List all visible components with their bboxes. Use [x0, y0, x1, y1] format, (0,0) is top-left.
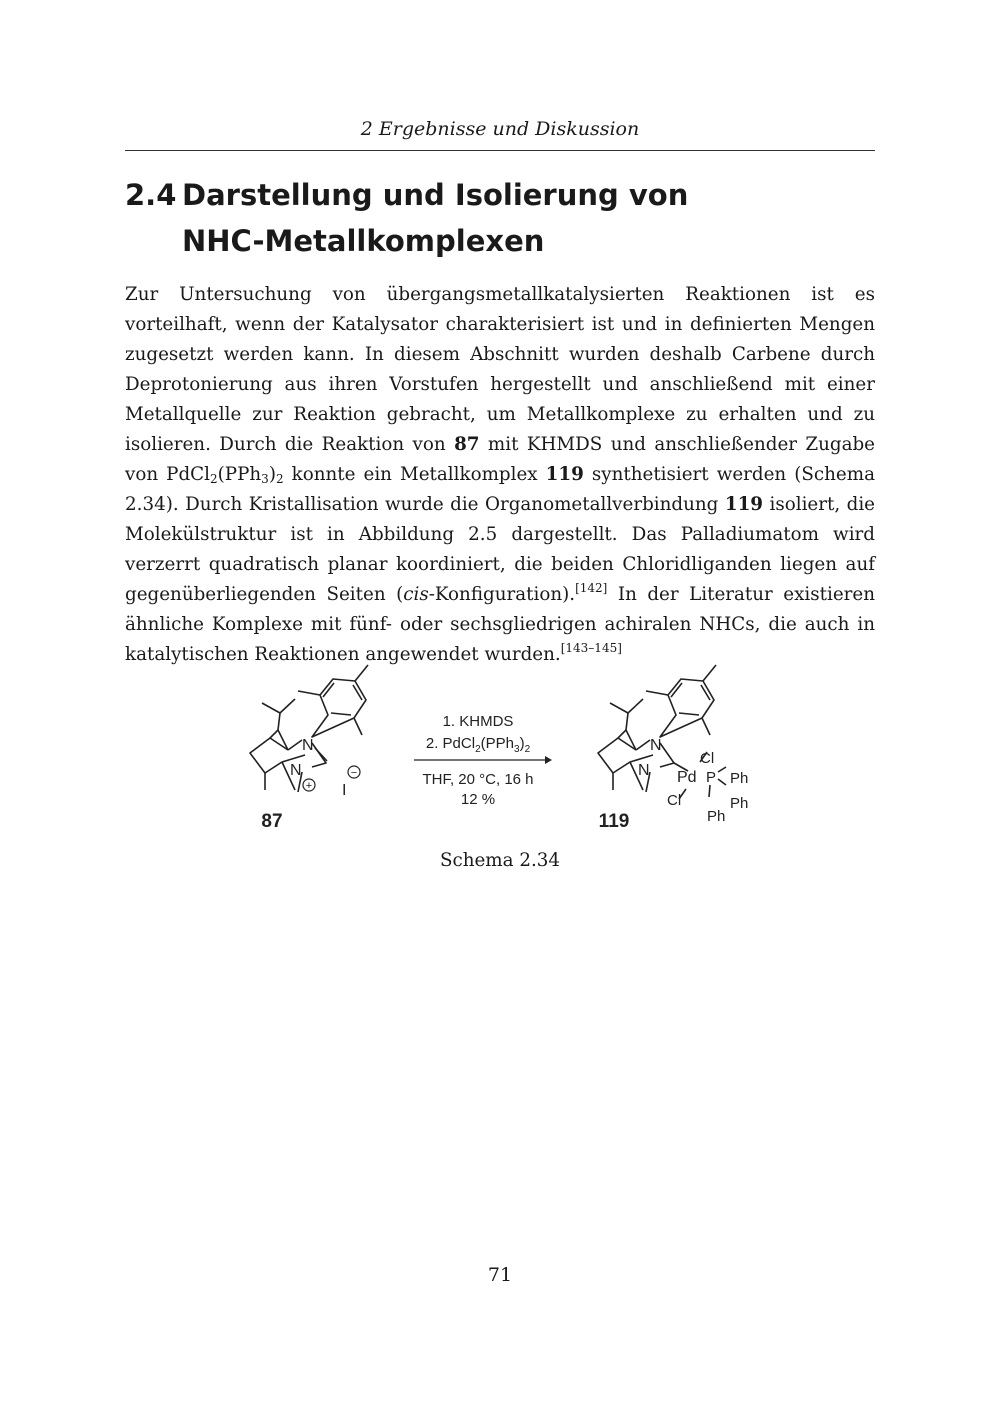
atom-Pd: Pd — [677, 769, 697, 786]
section-title — [125, 172, 875, 264]
italic-term: cis — [403, 584, 429, 605]
compound-ref: 119 — [545, 464, 584, 485]
text-run: In der Literatur existieren ähnliche Komplexe mit fünf- oder sechsgliedrigen achiralen NHCs, die auch in katalytischen Reaktionen angewendet wurden. — [125, 584, 875, 665]
text-run: konnte ein Metallkomplex — [283, 464, 546, 485]
citation: [142] — [575, 581, 608, 595]
reaction-arrow-head — [545, 756, 552, 764]
compound-label-119: 119 — [598, 811, 630, 832]
citation: [143–145] — [560, 641, 622, 655]
reagent-line-1: 1. KHMDS — [442, 713, 514, 730]
atom-Cl-1: Cl — [700, 750, 715, 767]
text-run: isoliert, die Molekülstruktur ist in Abbildung 2.5 dargestellt. Das Palladiumatom wird verzerrt quadratisch planar koordiniert, die beiden Chloridliganden liegen auf gegenüberliegenden Seiten ( — [125, 494, 876, 605]
conditions-line-1: THF, 20 °C, 16 h — [422, 771, 534, 788]
text-run: (PPh — [217, 464, 262, 485]
subscript: 2 — [275, 472, 284, 486]
text-run: ) — [268, 464, 276, 485]
section-number: 2.4 — [125, 178, 177, 212]
atom-N-1: N — [302, 737, 314, 754]
reagent-line-2: 2. $PdCl_2(PPh_3)_2$ — [425, 735, 531, 755]
text-run: Zur Untersuchung von übergangsmetallkatalysierten Reaktionen ist es vorteilhaft, wenn der Katalysator charakterisiert ist und in definierten Mengen zugesetzt werden kann. In diesem Abschnitt wurden deshalb Carbene durch Deprotonierung aus ihren Vorstufen hergestellt und anschließend mit einer Metallquelle zur Reaktion gebracht, um Metallkomplexe zu erhalten und zu isolieren. Durch die Reaktion von — [125, 284, 875, 455]
text-run: mit KHMDS und anschließender Zugabe von PdCl — [125, 434, 876, 485]
atom-N-3: N — [650, 737, 662, 754]
text-run: -Konfiguration). — [428, 584, 576, 605]
reaction-scheme — [240, 655, 780, 845]
atom-Ph-1: Ph — [730, 770, 749, 787]
atom-N-2: N — [290, 762, 302, 779]
text-run: synthetisiert werden (Schema 2.34). Durch Kristallisation wurde die Organometallverbindung — [125, 464, 875, 515]
minus-charge: − — [350, 767, 358, 779]
header-rule — [125, 150, 875, 151]
iodide: I — [342, 782, 347, 799]
section-title-line1 — [125, 172, 875, 218]
body-paragraph — [125, 280, 875, 670]
plus-charge: + — [305, 780, 313, 792]
page-number: 71 — [487, 1264, 513, 1286]
atom-Cl-2: Cl — [667, 792, 682, 809]
atom-Ph-3: Ph — [707, 808, 726, 825]
subscript: 3 — [261, 472, 269, 486]
atom-Ph-2: Ph — [730, 795, 749, 812]
compound-label-87: 87 — [261, 811, 283, 832]
section-title-text1: Darstellung und Isolierung von — [182, 178, 689, 212]
subscript: 2 — [210, 472, 218, 486]
conditions-line-2: 12 % — [460, 791, 496, 808]
atom-P: P — [706, 769, 717, 786]
running-head: 2 Ergebnisse und Diskussion — [360, 118, 640, 140]
atom-N-4: N — [638, 762, 650, 779]
scheme-caption: Schema 2.34 — [439, 850, 561, 871]
compound-ref: 87 — [454, 434, 480, 455]
section-title-line2: NHC-Metallkomplexen — [182, 224, 545, 258]
compound-ref: 119 — [724, 494, 764, 515]
